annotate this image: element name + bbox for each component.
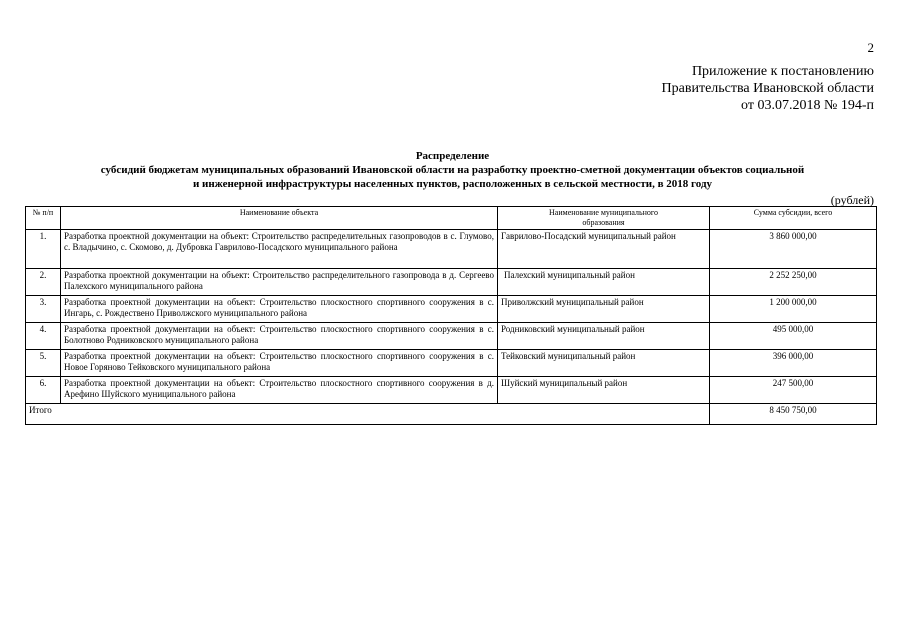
row-num: 3. (26, 296, 61, 323)
appendix-line-2: Правительства Ивановской области (661, 81, 874, 96)
total-sum: 8 450 750,00 (710, 404, 877, 425)
row-municipality: Родниковский муниципальный район (498, 323, 710, 350)
row-municipality: Шуйский муниципальный район (498, 377, 710, 404)
row-object: Разработка проектной документации на объект: Строительство распределительных газопроводов в с. Глумово, с. Владычино, с. Скомово, д. Дубровка Гаврилово-Посадского муниципального района (61, 230, 498, 269)
row-object: Разработка проектной документации на объект: Строительство распределительного газопровода в д. Сергеево Палехского муниципального района (61, 269, 498, 296)
row-municipality: Палехский муниципальный район (498, 269, 710, 296)
row-municipality: Приволжский муниципальный район (498, 296, 710, 323)
table-row (26, 377, 877, 404)
total-label: Итого (26, 404, 710, 425)
subsidy-table (25, 206, 877, 425)
header-object: Наименование объекта (61, 207, 498, 230)
table-header-row (26, 207, 877, 230)
table-row (26, 296, 877, 323)
header-municipality: Наименование муниципального образования (498, 207, 710, 230)
table-row (26, 230, 877, 269)
row-sum: 396 000,00 (710, 350, 877, 377)
appendix-block (662, 63, 874, 114)
row-object: Разработка проектной документации на объект: Строительство плоскостного спортивного сооружения в д. Арефино Шуйского муниципального района (61, 377, 498, 404)
appendix-line-1: Приложение к постановлению (691, 64, 874, 79)
table-row (26, 350, 877, 377)
page-number: 2 (867, 40, 874, 55)
table-total-row (26, 404, 877, 425)
title-line-3: и инженерной инфраструктуры населенных пунктов, расположенных в сельской местности, в 2018 году (192, 178, 713, 190)
row-sum: 495 000,00 (710, 323, 877, 350)
row-municipality: Тейковский муниципальный район (498, 350, 710, 377)
header-sum: Сумма субсидии, всего (710, 207, 877, 230)
row-sum: 3 860 000,00 (710, 230, 877, 269)
row-num: 4. (26, 323, 61, 350)
title-line-2: субсидий бюджетам муниципальных образований Ивановской области на разработку проектно-сметной документации объектов социальной (100, 164, 805, 176)
appendix-line-3: от 03.07.2018 № 194-п (741, 98, 874, 113)
document-title (0, 149, 905, 191)
table-row (26, 269, 877, 296)
header-num: № п/п (26, 207, 61, 230)
units-label: (рублей) (830, 193, 874, 207)
row-sum: 247 500,00 (710, 377, 877, 404)
row-num: 5. (26, 350, 61, 377)
row-municipality: Гаврилово-Посадский муниципальный район (498, 230, 710, 269)
row-object: Разработка проектной документации на объект: Строительство плоскостного спортивного сооружения в с. Ингарь, с. Рождествено Приволжского муниципального района (61, 296, 498, 323)
title-line-1: Распределение (415, 150, 490, 162)
row-num: 1. (26, 230, 61, 269)
row-object: Разработка проектной документации на объект: Строительство плоскостного спортивного сооружения в с. Новое Горяново Тейковского муниципального района (61, 350, 498, 377)
row-num: 2. (26, 269, 61, 296)
row-sum: 1 200 000,00 (710, 296, 877, 323)
row-num: 6. (26, 377, 61, 404)
row-object: Разработка проектной документации на объект: Строительство плоскостного спортивного сооружения в с. Болотново Родниковского муниципального района (61, 323, 498, 350)
table-row (26, 323, 877, 350)
row-sum: 2 252 250,00 (710, 269, 877, 296)
